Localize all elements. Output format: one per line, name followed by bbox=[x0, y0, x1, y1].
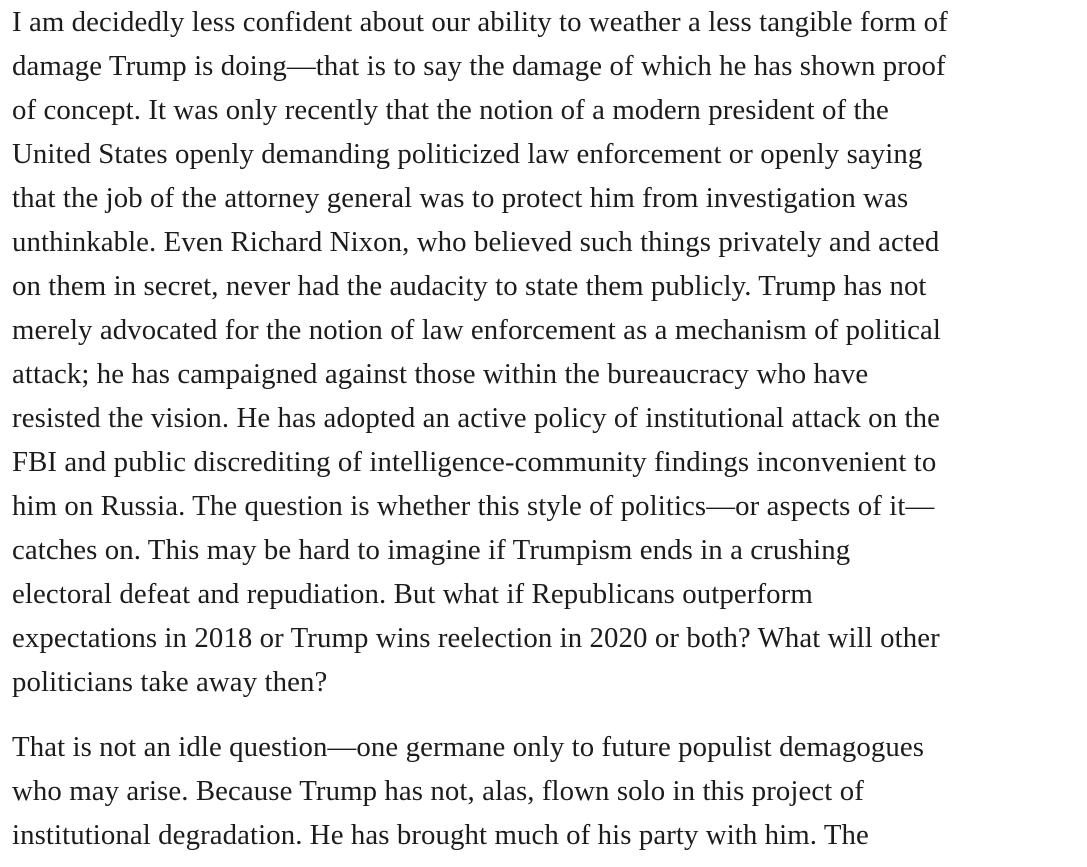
paragraph-line: FBI and public discrediting of intelligence-community findings inconvenient to bbox=[12, 446, 937, 478]
article-body bbox=[12, 0, 1087, 857]
paragraph-line: United States openly demanding politicized law enforcement or openly saying bbox=[12, 138, 923, 170]
paragraph-line: on them in secret, never had the audacity to state them publicly. Trump has not bbox=[12, 270, 927, 302]
paragraph-line: attack; he has campaigned against those within the bureaucracy who have bbox=[12, 358, 869, 390]
paragraph-line: of concept. It was only recently that the notion of a modern president of the bbox=[12, 94, 889, 126]
paragraph-line: institutional degradation. He has brought much of his party with him. The bbox=[12, 819, 869, 851]
paragraph-2 bbox=[12, 725, 1087, 857]
paragraph-line: politicians take away then? bbox=[12, 666, 328, 698]
paragraph-line: merely advocated for the notion of law enforcement as a mechanism of political bbox=[12, 314, 941, 346]
paragraph-line: resisted the vision. He has adopted an active policy of institutional attack on the bbox=[12, 402, 940, 434]
paragraph-line: that the job of the attorney general was to protect him from investigation was bbox=[12, 182, 909, 214]
paragraph-line: damage Trump is doing—that is to say the damage of which he has shown proof bbox=[12, 50, 946, 82]
paragraph-1 bbox=[12, 0, 1087, 704]
paragraph-line: who may arise. Because Trump has not, alas, flown solo in this project of bbox=[12, 775, 864, 807]
paragraph-line: unthinkable. Even Richard Nixon, who believed such things privately and acted bbox=[12, 226, 940, 258]
paragraph-line: That is not an idle question—one germane only to future populist demagogues bbox=[12, 731, 925, 763]
paragraph-line: catches on. This may be hard to imagine if Trumpism ends in a crushing bbox=[12, 534, 851, 566]
paragraph-line: electoral defeat and repudiation. But what if Republicans outperform bbox=[12, 578, 813, 610]
paragraph-line: him on Russia. The question is whether this style of politics—or aspects of it— bbox=[12, 490, 935, 522]
paragraph-line: I am decidedly less confident about our ability to weather a less tangible form of bbox=[12, 6, 948, 38]
paragraph-line: expectations in 2018 or Trump wins reelection in 2020 or both? What will other bbox=[12, 622, 940, 654]
